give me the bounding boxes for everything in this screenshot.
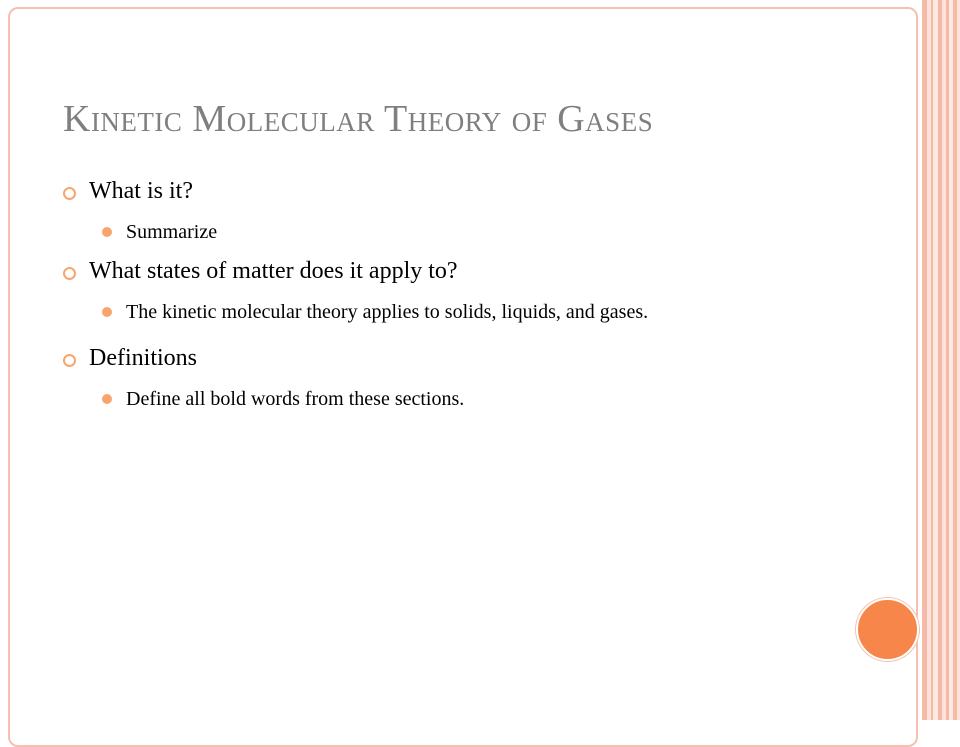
bullet-definitions (63, 341, 823, 375)
decorative-stripes (920, 0, 960, 720)
slide-title: Kinetic Molecular Theory of Gases (63, 98, 654, 140)
bullet-states-of-matter (63, 254, 823, 288)
bullet-text: What states of matter does it apply to? (89, 258, 458, 284)
bullet-text: What is it? (89, 178, 193, 204)
hollow-circle-bullet-icon (63, 187, 76, 200)
orange-circle-icon (856, 598, 919, 661)
sub-bullet-text: Summarize (126, 221, 218, 243)
sub-bullet-kinetic-theory (63, 299, 766, 325)
filled-circle-bullet-icon (102, 227, 112, 237)
sub-bullet-text: Define all bold words from these sections. (126, 388, 465, 410)
sub-bullet-define-bold-words (63, 386, 823, 412)
sub-bullet-text: The kinetic molecular theory applies to solids, liquids, and gases. (126, 301, 649, 323)
filled-circle-bullet-icon (102, 307, 112, 317)
slide-content (63, 174, 823, 412)
hollow-circle-bullet-icon (63, 267, 76, 280)
bullet-text: Definitions (89, 345, 197, 371)
bullet-what-is-it (63, 174, 823, 208)
hollow-circle-bullet-icon (63, 354, 76, 367)
sub-bullet-summarize (63, 219, 823, 245)
filled-circle-bullet-icon (102, 394, 112, 404)
